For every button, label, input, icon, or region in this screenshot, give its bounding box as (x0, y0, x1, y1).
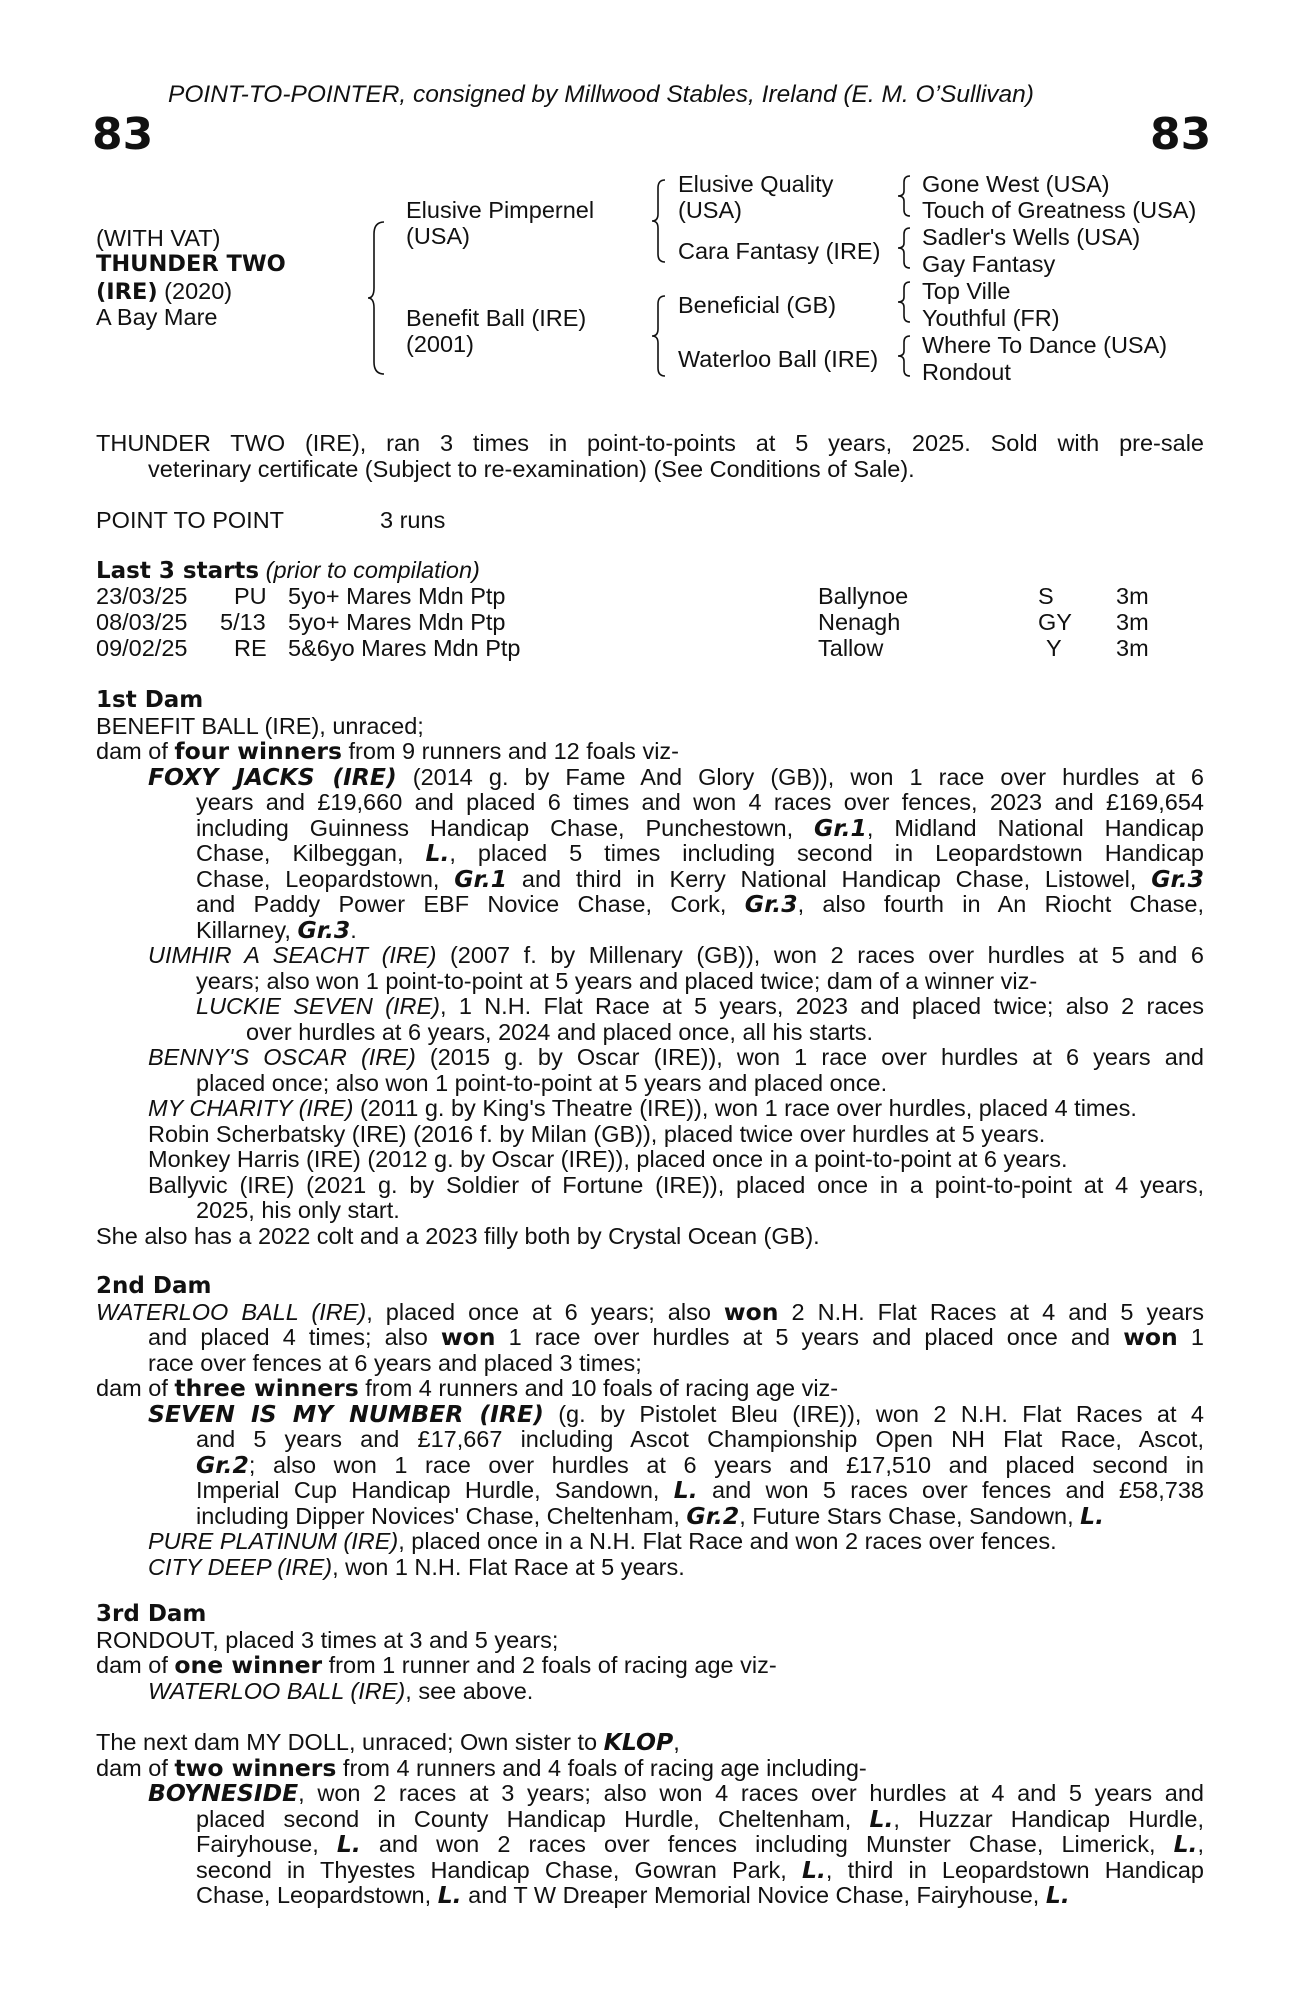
text-line: The next dam MY DOLL, unraced; Own sister to (96, 1729, 604, 1755)
text-line: , 1 N.H. Flat Race at 5 years, 2023 and placed twice; also 2 races (440, 993, 1204, 1019)
start-distance: 3m (1116, 583, 1149, 609)
text-line: , placed 5 times including second in Leopardstown Handicap (449, 840, 1204, 866)
start-going: S (1038, 583, 1054, 609)
text-line: (2014 g. by Fame And Glory (GB)), won 1 race over hurdles at 6 (396, 763, 1204, 790)
text-line: , Future Stars Chase, Sandown, (739, 1502, 1081, 1529)
text-line: veterinary certificate (Subject to re-examination) (See Conditions of Sale). (148, 455, 915, 482)
text-line: 09/02/25 (96, 635, 188, 661)
section-heading: 2nd Dam (96, 1273, 212, 1299)
pedigree-bracket-g2 (898, 226, 912, 270)
text-line: placed once; also won 1 point-to-point at 5 years and placed once. (196, 1069, 888, 1096)
text-line: and 5 years and £17,667 including Ascot Championship Open NH Flat Race, Ascot, (196, 1426, 1204, 1452)
ptp-value: 3 runs (380, 507, 446, 533)
lot-number-left: 83 (92, 109, 154, 160)
text-line: placed second in County Handicap Hurdle, Cheltenham, (196, 1805, 870, 1832)
text-line: and T W Dreaper Memorial Novice Chase, Fairyhouse, (461, 1882, 1046, 1908)
text-line: dam of (96, 1652, 175, 1678)
start-going: GY (1038, 609, 1072, 635)
first-dam-section (96, 688, 1204, 1249)
text-line: one winner (174, 1651, 323, 1679)
start-course: Ballynoe (818, 583, 909, 609)
text-line: and won 2 races over fences including Munster Chase, Limerick, (360, 1831, 1174, 1857)
last-starts-heading (96, 558, 480, 585)
horse-name: THUNDER TWO (96, 251, 286, 277)
text-line: won (723, 1297, 779, 1326)
text-line: race over fences at 6 years and placed 3 times; (148, 1349, 642, 1376)
text-line: WATERLOO BALL (IRE) (148, 1677, 406, 1704)
text-line: Killarney, (196, 916, 298, 943)
text-line: from 9 runners and 12 foals viz- (342, 738, 679, 764)
pedigree-bracket-g3 (898, 280, 912, 324)
text-line: Elusive Pimpernel (406, 197, 595, 223)
pedigree-ggd-1: Touch of Greatness (USA) (922, 197, 1197, 223)
text-line: three winners (174, 1374, 359, 1402)
text-line: BENNY'S OSCAR (IRE) (148, 1044, 416, 1070)
text-line: , Midland National Handicap (866, 814, 1204, 841)
start-pos: 5/13 (220, 609, 266, 635)
section-heading: 3rd Dam (96, 1601, 207, 1627)
text-line: won (1123, 1323, 1178, 1351)
text-line: (2001) (406, 330, 474, 357)
text-line: , also fourth in An Riocht Chase, (797, 891, 1205, 917)
start-race: 5&6yo Mares Mdn Ptp (288, 635, 521, 661)
text-line: years; also won 1 point-to-point at 5 years and placed twice; dam of a winner viz- (196, 967, 1038, 994)
text-line: ; also won 1 race over hurdles at 6 years and £17,510 and placed second in (248, 1451, 1204, 1478)
start-course: Tallow (818, 635, 884, 661)
start-row (96, 636, 187, 662)
horse-year: (2020) (157, 278, 233, 304)
text-line: Gr.1 (454, 864, 508, 893)
horse-description: A Bay Mare (96, 304, 218, 330)
pedigree-sire-sire (678, 172, 833, 223)
text-line: , placed once in a N.H. Flat Race and won 2 races over fences. (398, 1528, 1057, 1554)
text-line: BOYNESIDE (148, 1779, 299, 1807)
pedigree-bracket-dam (652, 294, 668, 378)
text-line: Gr.2 (196, 1450, 249, 1479)
text-line: L. (437, 1881, 462, 1909)
text-line: (USA) (678, 196, 742, 223)
pedigree-sire (406, 198, 594, 249)
pedigree-ggs-4: Where To Dance (USA) (922, 332, 1168, 358)
text-line: , (1197, 1831, 1204, 1857)
text-line: including Dipper Novices' Chase, Cheltenham, (196, 1502, 687, 1529)
text-line: , won 2 races at 3 years; also won 4 races over hurdles at 4 and 5 years and (298, 1780, 1204, 1806)
start-row (96, 610, 187, 636)
text-line: Gr.3 (744, 890, 798, 918)
pedigree-ggd-3: Youthful (FR) (922, 305, 1060, 331)
text-line: including Guinness Handicap Chase, Punchestown, (196, 814, 815, 841)
text-line: Gr.3 (297, 915, 351, 944)
text-line: Benefit Ball (IRE) (406, 305, 587, 331)
text-line: and placed 4 times; also (148, 1324, 441, 1350)
text-line: L. (802, 1855, 826, 1884)
text-line: (2007 f. by Millenary (GB)), won 2 races over hurdles at 5 and 6 (436, 942, 1204, 968)
pedigree-dam (406, 306, 586, 357)
text-line: THUNDER TWO (IRE), ran 3 times in point-to-points at 5 years, 2025. Sold with pre-sale (96, 430, 1204, 456)
ptp-label: POINT TO POINT (96, 507, 285, 533)
text-line: two winners (174, 1753, 337, 1782)
fourth-dam-section (96, 1730, 1204, 1909)
text-line: , third in Leopardstown Handicap (825, 1856, 1205, 1883)
vat-label: (WITH VAT) (96, 225, 221, 251)
text-line: , Huzzar Handicap Hurdle, (893, 1805, 1204, 1832)
text-line: Imperial Cup Handicap Hurdle, Sandown, (196, 1477, 674, 1503)
pedigree-bracket-g4 (898, 334, 912, 378)
text-line: UIMHIR A SEACHT (IRE) (148, 942, 437, 968)
text-line: (prior to compilation) (259, 557, 480, 583)
text-line: Robin Scherbatsky (IRE) (2016 f. by Milan (GB)), placed twice over hurdles at 5 years. (148, 1120, 1046, 1147)
text-line: BENEFIT BALL (IRE), unraced; (96, 712, 424, 739)
text-line: MY CHARITY (IRE) (148, 1095, 354, 1121)
text-line: 1 (1177, 1324, 1204, 1350)
lot-number-right: 83 (1150, 109, 1212, 160)
text-line: (2011 g. by King's Theatre (IRE)), won 1 race over hurdles, placed 4 times. (353, 1095, 1137, 1121)
pedigree-dam-dam: Waterloo Ball (IRE) (678, 346, 879, 372)
text-line: , (673, 1729, 680, 1755)
second-dam-section (96, 1274, 1204, 1580)
text-line: She also has a 2022 colt and a 2023 filly both by Crystal Ocean (GB). (96, 1222, 820, 1249)
page-title: POINT-TO-POINTER, consigned by Millwood Stables, Ireland (E. M. O’Sullivan) (168, 81, 1034, 108)
text-line: , see above. (405, 1677, 534, 1704)
text-line: Fairyhouse, (196, 1831, 337, 1857)
text-line: SEVEN IS MY NUMBER (IRE) (148, 1399, 544, 1428)
text-line: second in Thyestes Handicap Chase, Gowran Park, (196, 1856, 802, 1883)
text-line: (USA) (406, 222, 470, 249)
start-race: 5yo+ Mares Mdn Ptp (288, 609, 506, 635)
text-line: dam of (96, 1754, 175, 1781)
text-line: L. (1045, 1881, 1070, 1909)
text-line: and third in Kerry National Handicap Chase, Listowel, (507, 865, 1152, 892)
text-line: L. (336, 1830, 361, 1858)
text-line: WATERLOO BALL (IRE) (96, 1298, 367, 1325)
text-line: L. (425, 839, 450, 867)
start-row (96, 584, 187, 610)
text-line: (2015 g. by Oscar (IRE)), won 1 race over hurdles at 6 years and (415, 1044, 1204, 1070)
text-line: from 4 runners and 4 foals of racing age including- (336, 1754, 867, 1781)
horse-origin: (IRE) (96, 279, 158, 305)
text-line: , placed once at 6 years; also (366, 1298, 724, 1325)
text-line: years and £19,660 and placed 6 times and won 4 races over fences, 2023 and £169,654 (196, 789, 1204, 815)
text-line: 1 race over hurdles at 5 years and placed once and (495, 1324, 1124, 1350)
text-line: RONDOUT, placed 3 times at 3 and 5 years; (96, 1626, 559, 1653)
text-line: Monkey Harris (IRE) (2012 g. by Oscar (IRE)), placed once in a point-to-point at 6 years. (148, 1146, 1068, 1172)
text-line: 23/03/25 (96, 583, 188, 609)
text-line: KLOP (603, 1728, 674, 1756)
pedigree-ggd-2: Gay Fantasy (922, 251, 1056, 277)
pedigree-ggd-4: Rondout (922, 359, 1011, 385)
pedigree-ggs-2: Sadler's Wells (USA) (922, 224, 1141, 250)
text-line: 2025, his only start. (196, 1197, 400, 1223)
text-line: dam of (96, 738, 175, 764)
start-pos: PU (234, 583, 267, 609)
text-line: Gr.2 (686, 1501, 740, 1530)
text-line: from 4 runners and 10 foals of racing age viz- (358, 1375, 839, 1401)
text-line: FOXY JACKS (IRE) (148, 762, 397, 791)
pedigree-sire-dam: Cara Fantasy (IRE) (678, 238, 881, 264)
pedigree-bracket-main (368, 220, 388, 376)
text-line: won (440, 1323, 496, 1351)
text-line: . (350, 916, 357, 943)
text-line: 08/03/25 (96, 609, 188, 635)
text-line: from 1 runner and 2 foals of racing age viz- (322, 1652, 777, 1678)
start-race: 5yo+ Mares Mdn Ptp (288, 583, 506, 609)
start-course: Nenagh (818, 609, 901, 635)
text-line: Chase, Leopardstown, (196, 865, 455, 892)
pedigree-bracket-g1 (898, 174, 912, 218)
text-line: four winners (174, 737, 342, 765)
text-line: and Paddy Power EBF Novice Chase, Cork, (196, 891, 745, 917)
text-line: Chase, Leopardstown, (196, 1882, 438, 1908)
text-line: L. (673, 1476, 698, 1504)
text-line: CITY DEEP (IRE) (148, 1553, 333, 1580)
text-line: 2 N.H. Flat Races at 4 and 5 years (778, 1298, 1204, 1325)
start-distance: 3m (1116, 635, 1149, 661)
text-line: and won 5 races over fences and £58,738 (697, 1477, 1204, 1503)
text-line: , won 1 N.H. Flat Race at 5 years. (332, 1553, 685, 1580)
start-distance: 3m (1116, 609, 1149, 635)
text-line: PURE PLATINUM (IRE) (148, 1528, 399, 1554)
text-line: (g. by Pistolet Bleu (IRE)), won 2 N.H. Flat Races at 4 (543, 1400, 1204, 1427)
text-line: Gr.1 (814, 813, 867, 842)
text-line: Ballyvic (IRE) (2021 g. by Soldier of Fortune (IRE)), placed once in a point-to-point at 4 years, (148, 1171, 1204, 1198)
section-heading: 1st Dam (96, 687, 204, 713)
text-line: Gr.3 (1151, 864, 1204, 893)
pedigree-ggs-3: Top Ville (922, 278, 1011, 304)
text-line: over hurdles at 6 years, 2024 and placed once, all his starts. (246, 1018, 874, 1045)
text-line: LUCKIE SEVEN (IRE) (196, 993, 440, 1019)
start-pos: RE (234, 635, 267, 661)
summary-paragraph (96, 431, 1204, 482)
text-line: dam of (96, 1375, 175, 1401)
start-going: Y (1046, 635, 1062, 661)
text-line: Chase, Kilbeggan, (196, 840, 426, 866)
text-line: L. (1080, 1501, 1105, 1530)
text-line: Elusive Quality (678, 171, 834, 197)
third-dam-section (96, 1602, 1204, 1704)
pedigree-ggs-1: Gone West (USA) (922, 171, 1110, 197)
text-line: Last 3 starts (96, 558, 260, 584)
text-line: L. (1173, 1830, 1198, 1858)
horse-name-line2 (96, 279, 232, 306)
pedigree-dam-sire: Beneficial (GB) (678, 292, 837, 318)
pedigree-bracket-sire (652, 178, 668, 264)
text-line: L. (869, 1804, 894, 1833)
